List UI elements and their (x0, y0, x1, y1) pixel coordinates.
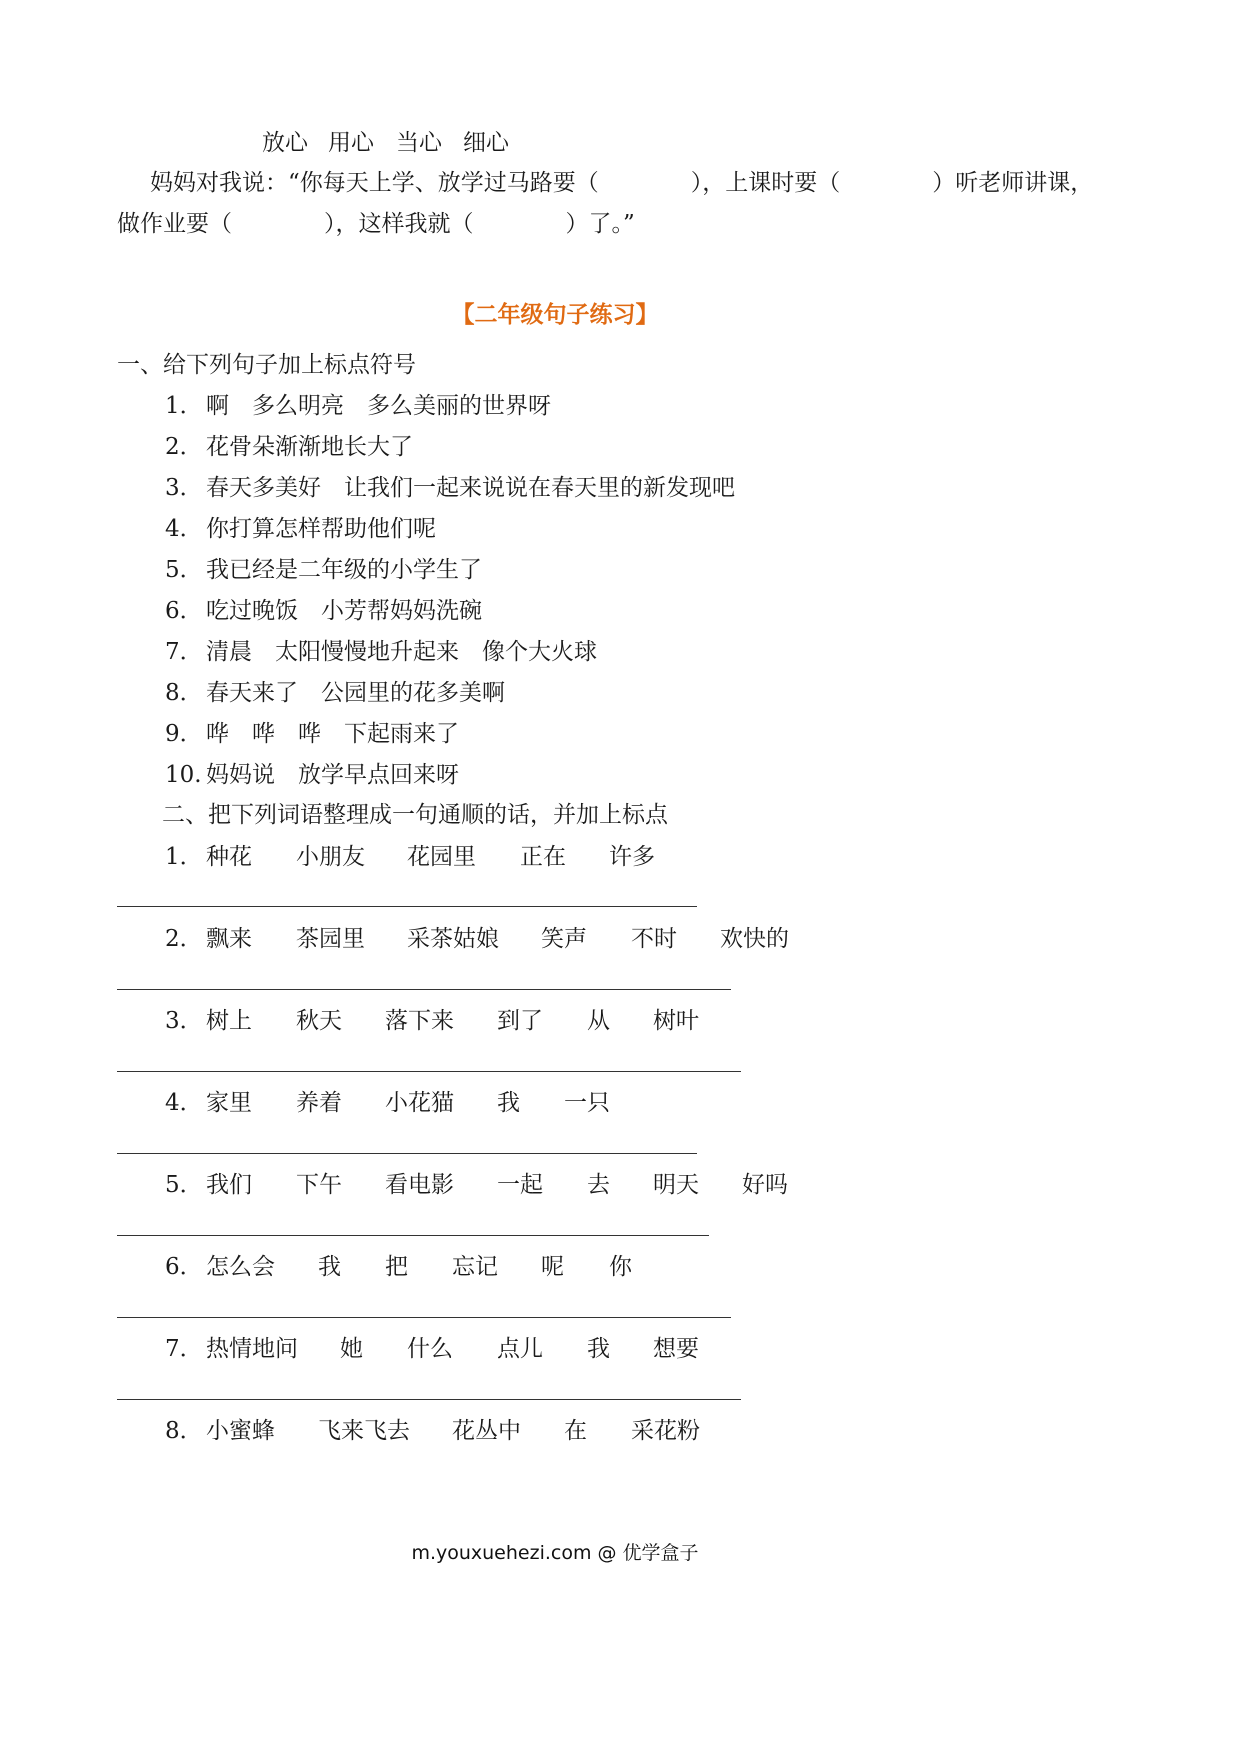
scrambled-word: 我们 (206, 1172, 252, 1198)
scrambled-word: 笑声 (541, 926, 587, 952)
scrambled-word: 欢快的 (720, 926, 789, 952)
scrambled-word: 好吗 (742, 1172, 788, 1198)
scrambled-word: 秋天 (296, 1008, 342, 1034)
fill-sentence-line1: 妈妈对我说：“你每天上学、放学过马路要（ ），上课时要（ ）听老师讲课， (150, 170, 1094, 196)
part1-heading: 一、给下列句子加上标点符号 (117, 352, 416, 378)
item-number: 8． (165, 1418, 203, 1444)
item-number: 7． (165, 639, 203, 665)
word-bank-item: 当心 (396, 130, 442, 156)
scrambled-word: 小朋友 (296, 844, 365, 870)
scrambled-word: 小花猫 (385, 1090, 454, 1116)
item-sentence: 吃过晚饭 小芳帮妈妈洗碗 (206, 598, 482, 624)
scrambled-word: 落下来 (385, 1008, 454, 1034)
scrambled-word: 到了 (497, 1008, 543, 1034)
scrambled-word: 不时 (631, 926, 677, 952)
item-number: 4． (165, 516, 203, 542)
item-sentence: 花骨朵渐渐地长大了 (206, 434, 413, 460)
scrambled-word: 我 (497, 1090, 520, 1116)
scrambled-word: 树叶 (653, 1008, 699, 1034)
answer-line[interactable] (117, 989, 731, 990)
scrambled-word: 飞来飞去 (318, 1418, 410, 1444)
scrambled-word: 种花 (206, 844, 252, 870)
item-sentence: 春天来了 公园里的花多美啊 (206, 680, 505, 706)
item-number: 2． (165, 926, 203, 952)
scrambled-word: 什么 (407, 1336, 453, 1362)
item-number: 2． (165, 434, 203, 460)
scrambled-word: 呢 (541, 1254, 564, 1280)
answer-line[interactable] (117, 1071, 741, 1072)
item-number: 5． (165, 1172, 203, 1198)
item-number: 4． (165, 1090, 203, 1116)
item-sentence: 你打算怎样帮助他们呢 (206, 516, 436, 542)
scrambled-word: 我 (587, 1336, 610, 1362)
word-bank (0, 128, 1241, 158)
scrambled-word: 花丛中 (452, 1418, 521, 1444)
item-number: 8． (165, 680, 203, 706)
scrambled-word: 想要 (653, 1336, 699, 1362)
item-number: 6． (165, 598, 203, 624)
scrambled-word: 一起 (497, 1172, 543, 1198)
answer-line[interactable] (117, 1317, 731, 1318)
item-number: 1． (165, 393, 203, 419)
item-sentence: 妈妈说 放学早点回来呀 (206, 762, 459, 788)
answer-line[interactable] (117, 1399, 741, 1400)
item-number: 1． (165, 844, 203, 870)
item-sentence: 哗 哗 哗 下起雨来了 (206, 721, 459, 747)
scrambled-word: 花园里 (407, 844, 476, 870)
scrambled-word: 下午 (296, 1172, 342, 1198)
scrambled-word: 怎么会 (206, 1254, 275, 1280)
scrambled-word: 去 (587, 1172, 610, 1198)
scrambled-word: 她 (340, 1336, 363, 1362)
word-bank-item: 用心 (328, 130, 374, 156)
scrambled-word: 我 (318, 1254, 341, 1280)
scrambled-word: 把 (385, 1254, 408, 1280)
scrambled-word: 看电影 (385, 1172, 454, 1198)
scrambled-word: 采花粉 (631, 1418, 700, 1444)
part2-heading: 二、把下列词语整理成一句通顺的话，并加上标点 (162, 802, 668, 828)
scrambled-word: 茶园里 (296, 926, 365, 952)
answer-line[interactable] (117, 1235, 709, 1236)
scrambled-word: 从 (587, 1008, 610, 1034)
scrambled-word: 明天 (653, 1172, 699, 1198)
item-sentence: 我已经是二年级的小学生了 (206, 557, 482, 583)
word-bank-item: 细心 (463, 130, 509, 156)
answer-line[interactable] (117, 1153, 697, 1154)
fill-sentence-line2: 做作业要（ ），这样我就（ ）了。” (117, 211, 635, 237)
scrambled-word: 你 (609, 1254, 632, 1280)
scrambled-word: 正在 (520, 844, 566, 870)
scrambled-word: 点儿 (497, 1336, 543, 1362)
item-sentence: 啊 多么明亮 多么美丽的世界呀 (206, 393, 551, 419)
item-number: 3． (165, 475, 203, 501)
footer-source: m.youxuehezi.com @ 优学盒子 (411, 1542, 699, 1564)
item-number: 6． (165, 1254, 203, 1280)
scrambled-word: 忘记 (452, 1254, 498, 1280)
scrambled-word: 热情地问 (206, 1336, 298, 1362)
scrambled-word: 树上 (206, 1008, 252, 1034)
item-sentence: 清晨 太阳慢慢地升起来 像个大火球 (206, 639, 597, 665)
scrambled-word: 飘来 (206, 926, 252, 952)
item-number: 9． (165, 721, 203, 747)
answer-line[interactable] (117, 906, 697, 907)
item-number: 10. (165, 762, 202, 788)
item-number: 5． (165, 557, 203, 583)
scrambled-word: 小蜜蜂 (206, 1418, 275, 1444)
word-bank-item: 放心 (262, 130, 308, 156)
scrambled-word: 家里 (206, 1090, 252, 1116)
item-number: 3． (165, 1008, 203, 1034)
section-title: 【二年级句子练习】 (451, 302, 659, 328)
scrambled-word: 在 (564, 1418, 587, 1444)
scrambled-word: 养着 (296, 1090, 342, 1116)
scrambled-word: 一只 (564, 1090, 610, 1116)
scrambled-word: 许多 (609, 844, 655, 870)
item-sentence: 春天多美好 让我们一起来说说在春天里的新发现吧 (206, 475, 735, 501)
scrambled-word: 采茶姑娘 (407, 926, 499, 952)
item-number: 7． (165, 1336, 203, 1362)
